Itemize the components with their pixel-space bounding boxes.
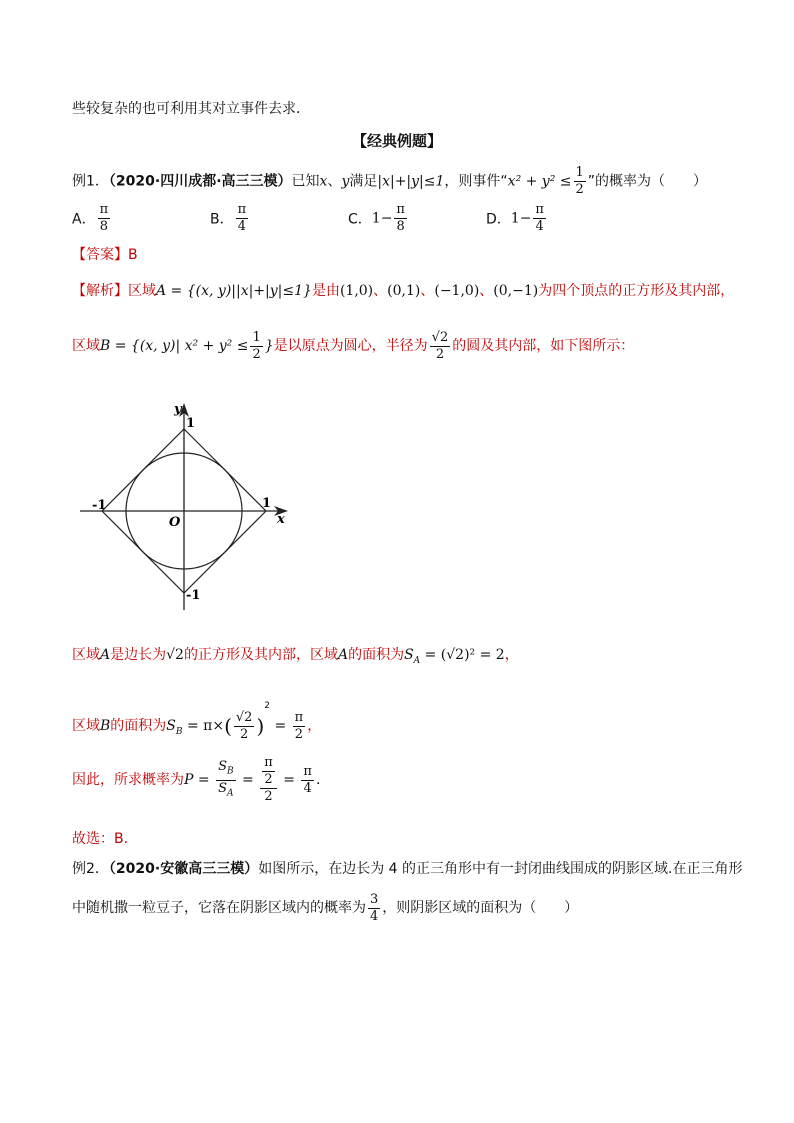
lineP-res-den: 4 xyxy=(303,780,312,796)
lineP-res xyxy=(301,764,314,797)
example2-prob xyxy=(368,892,380,925)
lineB-sq: 2 xyxy=(264,701,270,711)
example2-prob-num: 3 xyxy=(370,891,379,907)
lineP-complex-num xyxy=(260,755,277,789)
lineB3: 的面积为 xyxy=(110,718,167,734)
regionB-desc2: 的圆及其内部，如下图所示： xyxy=(452,338,635,354)
option-c-den: 8 xyxy=(396,219,405,234)
vertex-2: (0,1) xyxy=(387,283,421,299)
area-b-line xyxy=(72,684,322,742)
lineA8 xyxy=(404,647,421,666)
lineP-end: . xyxy=(315,772,321,788)
example2-label: 例2． xyxy=(72,861,109,877)
example2-source: （2020·安徽高三三模） xyxy=(108,861,259,877)
lineA2: A xyxy=(100,647,111,663)
lineP-sb-s: S xyxy=(218,758,227,774)
radius-num: √2 xyxy=(431,329,449,345)
axis-x-label: x xyxy=(277,512,285,527)
example1-text3: ，则事件“ xyxy=(444,173,508,190)
example1-text1: 已知 xyxy=(291,173,320,190)
lineP-outer-den: 2 xyxy=(264,789,273,804)
lineA-sub: A xyxy=(413,655,421,666)
example2-text1: 如图所示，在边长为 4 的正三角形中有一封闭曲线围成的阴影区域.在正三角形 xyxy=(258,861,743,877)
lineB-lparen: ( xyxy=(224,714,232,738)
half-fraction xyxy=(574,165,586,198)
event-lhs: x² + y² ≤ xyxy=(507,173,572,190)
regionB-desc1: 是以原点为圆心，半径为 xyxy=(273,338,428,354)
tick-left-label: -1 xyxy=(92,498,107,513)
regionA-desc: 为四个顶点的正方形及其内部， xyxy=(538,283,735,299)
lineB6: = xyxy=(270,718,291,734)
lineB-sub: B xyxy=(175,726,183,737)
options-row xyxy=(72,202,772,242)
lineB5: = π× xyxy=(182,718,225,734)
option-d-den: 4 xyxy=(535,219,544,234)
example2-line2 xyxy=(72,888,578,928)
lineP-ratio xyxy=(216,759,236,801)
option-a-num: π xyxy=(99,202,109,217)
lineP-sb-sub: B xyxy=(226,766,234,777)
lineB-paren-num: √2 xyxy=(235,709,253,725)
vsep-2: 、 xyxy=(420,283,435,299)
option-c[interactable] xyxy=(348,202,409,235)
tick-right-label: 1 xyxy=(262,496,272,511)
analysis-line1 xyxy=(72,282,734,300)
lineB-res-num: π xyxy=(294,709,304,725)
lineP-inner-den: 2 xyxy=(264,772,273,787)
conclusion-line: 故选：B. xyxy=(72,831,129,847)
lineA10: ， xyxy=(504,647,519,663)
region-figure xyxy=(70,395,300,615)
var-y: y xyxy=(341,173,350,190)
lineP-eq1: = xyxy=(237,772,259,788)
tick-top-label: 1 xyxy=(186,416,196,431)
lineB-res-den: 2 xyxy=(294,726,304,742)
option-b-letter: B． xyxy=(210,211,234,228)
sep: 、 xyxy=(327,173,342,190)
option-a-den: 8 xyxy=(99,219,108,234)
option-b-den: 4 xyxy=(237,219,247,234)
option-b[interactable] xyxy=(210,202,250,235)
is-from: 是由 xyxy=(311,283,340,299)
example1-question xyxy=(72,165,707,197)
regionB-set-left: B = {(x, y)| x² + y² ≤ xyxy=(100,338,249,354)
lineB7: ， xyxy=(307,718,322,734)
regionB-half xyxy=(250,330,262,363)
lineP-inner-num: π xyxy=(264,755,273,770)
lineA3: 是边长为 xyxy=(110,647,167,663)
area-a-line xyxy=(72,642,519,668)
lineA7: 的面积为 xyxy=(348,647,405,663)
example1-text4: ”的概率为（ ） xyxy=(587,173,708,190)
lineB4-s: S xyxy=(166,718,176,734)
example2-text2: 中随机撒一粒豆子，它落在阴影区域内的概率为 xyxy=(72,900,366,916)
lineB4 xyxy=(166,718,183,737)
intro-line: 些较复杂的也可利用其对立事件去求． xyxy=(72,101,310,117)
lineP-eq2: = xyxy=(278,772,300,788)
answer-label: 【答案】 xyxy=(72,247,128,263)
lineB-paren-fraction xyxy=(234,710,255,743)
origin-label: O xyxy=(169,515,181,530)
lineA4: √2 xyxy=(166,647,184,663)
probability-line xyxy=(72,752,320,808)
lineP-sa-sub: A xyxy=(227,788,234,799)
example2-prob-den: 4 xyxy=(370,908,379,924)
tick-bottom-label: -1 xyxy=(186,588,201,603)
analysis-line2 xyxy=(72,326,634,366)
condition: |x|+|y|≤1 xyxy=(377,173,445,190)
answer-line xyxy=(72,246,138,264)
regionB-half-num: 1 xyxy=(252,329,261,345)
section-heading: 【经典例题】 xyxy=(351,132,442,150)
example1-text2: 满足 xyxy=(349,173,378,190)
lineP-sb xyxy=(216,759,236,781)
axis-y-label: y xyxy=(174,402,182,417)
option-c-num: π xyxy=(396,202,405,217)
lineA9: = (√2)² = 2 xyxy=(420,647,505,663)
regionB-half-den: 2 xyxy=(252,346,261,362)
lineB-res-fraction xyxy=(293,710,306,743)
lineA5: 的正方形及其内部，区域 xyxy=(183,647,338,663)
option-b-fraction xyxy=(236,202,249,235)
answer-value: B xyxy=(128,247,138,263)
option-d[interactable] xyxy=(486,202,548,235)
option-c-prefix: 1− xyxy=(371,210,393,227)
vsep-1: 、 xyxy=(373,283,388,299)
lineA6: A xyxy=(337,647,349,663)
lineA1: 区域 xyxy=(72,647,100,663)
option-b-num: π xyxy=(237,202,247,217)
vertex-3: (−1,0) xyxy=(434,283,480,299)
regionA-text: 区域 xyxy=(128,283,156,299)
lineP-P: P = xyxy=(184,772,215,788)
regionB-set-right: } xyxy=(264,338,274,354)
lineP-inner xyxy=(262,755,275,788)
lineA8-s: S xyxy=(404,647,414,663)
option-a[interactable] xyxy=(72,202,112,235)
lineP-complex xyxy=(260,755,277,805)
lineP-res-num: π xyxy=(303,763,312,779)
lineB2: B xyxy=(100,718,111,734)
radius-den: 2 xyxy=(435,346,445,362)
lineB-rparen: ) xyxy=(256,714,265,738)
lineB1: 区域 xyxy=(72,718,100,734)
vsep-3: 、 xyxy=(479,283,494,299)
example1-label: 例1． xyxy=(72,173,109,190)
example1-source: （2020·四川成都·高三三模） xyxy=(108,173,292,190)
example2-line1 xyxy=(72,860,742,878)
option-d-num: π xyxy=(535,202,544,217)
option-c-letter: C． xyxy=(348,211,372,228)
lineP-sa-s: S xyxy=(218,780,228,796)
var-x: x xyxy=(319,173,328,190)
option-c-fraction xyxy=(394,202,407,235)
lineP1: 因此，所求概率为 xyxy=(72,772,184,788)
vertex-4: (0,−1) xyxy=(493,283,539,299)
option-d-letter: D． xyxy=(486,211,511,228)
analysis-label: 【解析】 xyxy=(72,283,128,299)
regionA-set: A = {(x, y)||x|+|y|≤1} xyxy=(156,283,312,299)
vertex-1: (1,0) xyxy=(339,283,374,299)
option-d-prefix: 1− xyxy=(510,210,532,227)
option-a-letter: A． xyxy=(72,211,96,228)
example2-text3: ，则阴影区域的面积为（ ） xyxy=(382,900,579,916)
radius-fraction xyxy=(430,330,451,363)
option-a-fraction xyxy=(98,202,111,235)
regionB-text: 区域 xyxy=(72,338,100,354)
half-den: 2 xyxy=(575,182,584,197)
lineP-sa xyxy=(216,781,236,802)
option-d-fraction xyxy=(533,202,546,235)
lineB-paren-den: 2 xyxy=(240,726,249,742)
half-num: 1 xyxy=(575,165,584,180)
